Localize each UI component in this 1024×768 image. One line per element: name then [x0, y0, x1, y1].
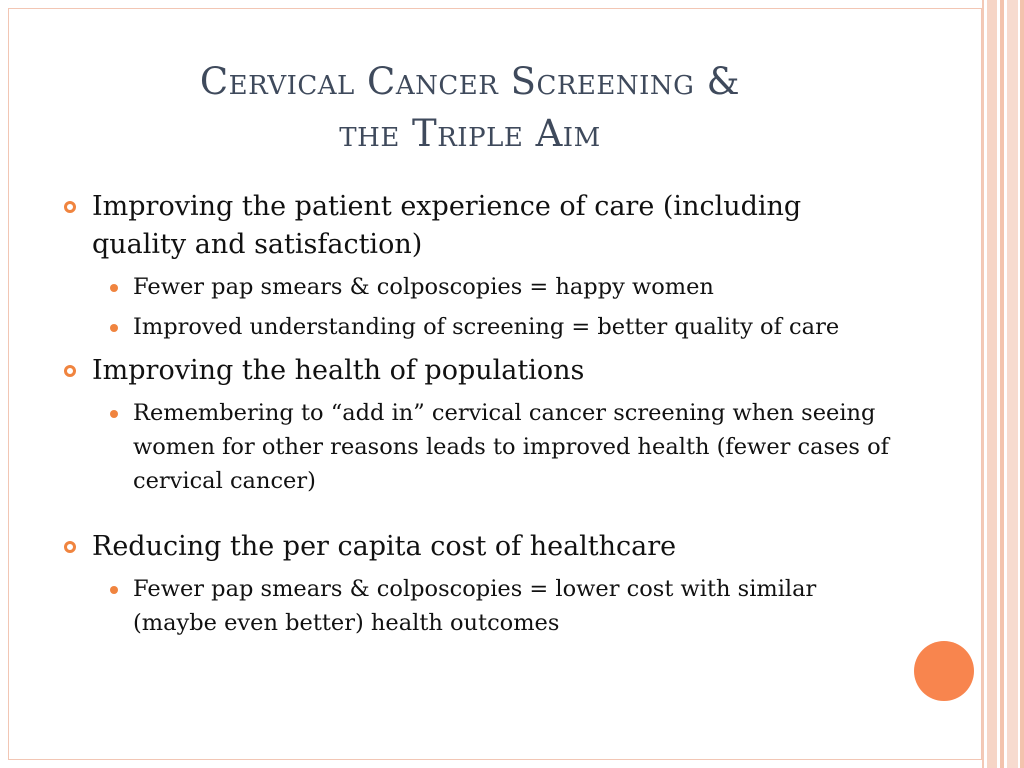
sub-bullet-text: Remembering to “add in” cervical cancer screening when seeing women for other reasons leads to improved health (fewer cases of cervical cancer): [133, 400, 889, 494]
bullet-text: Improving the patient experience of care (including quality and satisfaction): [92, 191, 802, 260]
slide-title: [60, 56, 880, 160]
stripe: [982, 0, 984, 768]
title-line-1: Cervical Cancer Screening &: [199, 60, 741, 103]
dot-bullet-icon: [110, 284, 118, 292]
sub-bullet-text: Fewer pap smears & colposcopies = lower cost with similar (maybe even better) health outcomes: [133, 576, 817, 636]
sub-bullet-item: [60, 270, 890, 304]
ring-bullet-icon: [64, 541, 76, 553]
slide-content: [60, 188, 890, 640]
ring-bullet-icon: [64, 365, 76, 377]
sub-bullet-item: [60, 396, 890, 498]
stripe: [1020, 0, 1024, 768]
dot-bullet-icon: [110, 324, 118, 332]
decorative-stripes: [982, 0, 1024, 768]
sub-bullet-text: Improved understanding of screening = better quality of care: [133, 314, 840, 340]
bullet-text: Reducing the per capita cost of healthcare: [92, 531, 677, 562]
bullet-text: Improving the health of populations: [92, 355, 585, 386]
stripe: [987, 0, 997, 768]
decorative-circle: [914, 641, 974, 701]
bullet-item: [60, 352, 890, 390]
ring-bullet-icon: [64, 201, 76, 213]
stripe: [1000, 0, 1004, 768]
dot-bullet-icon: [110, 410, 118, 418]
sub-bullet-text: Fewer pap smears & colposcopies = happy women: [133, 274, 714, 300]
bullet-item: [60, 188, 890, 264]
dot-bullet-icon: [110, 586, 118, 594]
stripe: [1007, 0, 1018, 768]
title-line-2: the Triple Aim: [339, 112, 601, 155]
bullet-item: [60, 528, 890, 566]
sub-bullet-item: [60, 310, 890, 344]
sub-bullet-item: [60, 572, 890, 640]
